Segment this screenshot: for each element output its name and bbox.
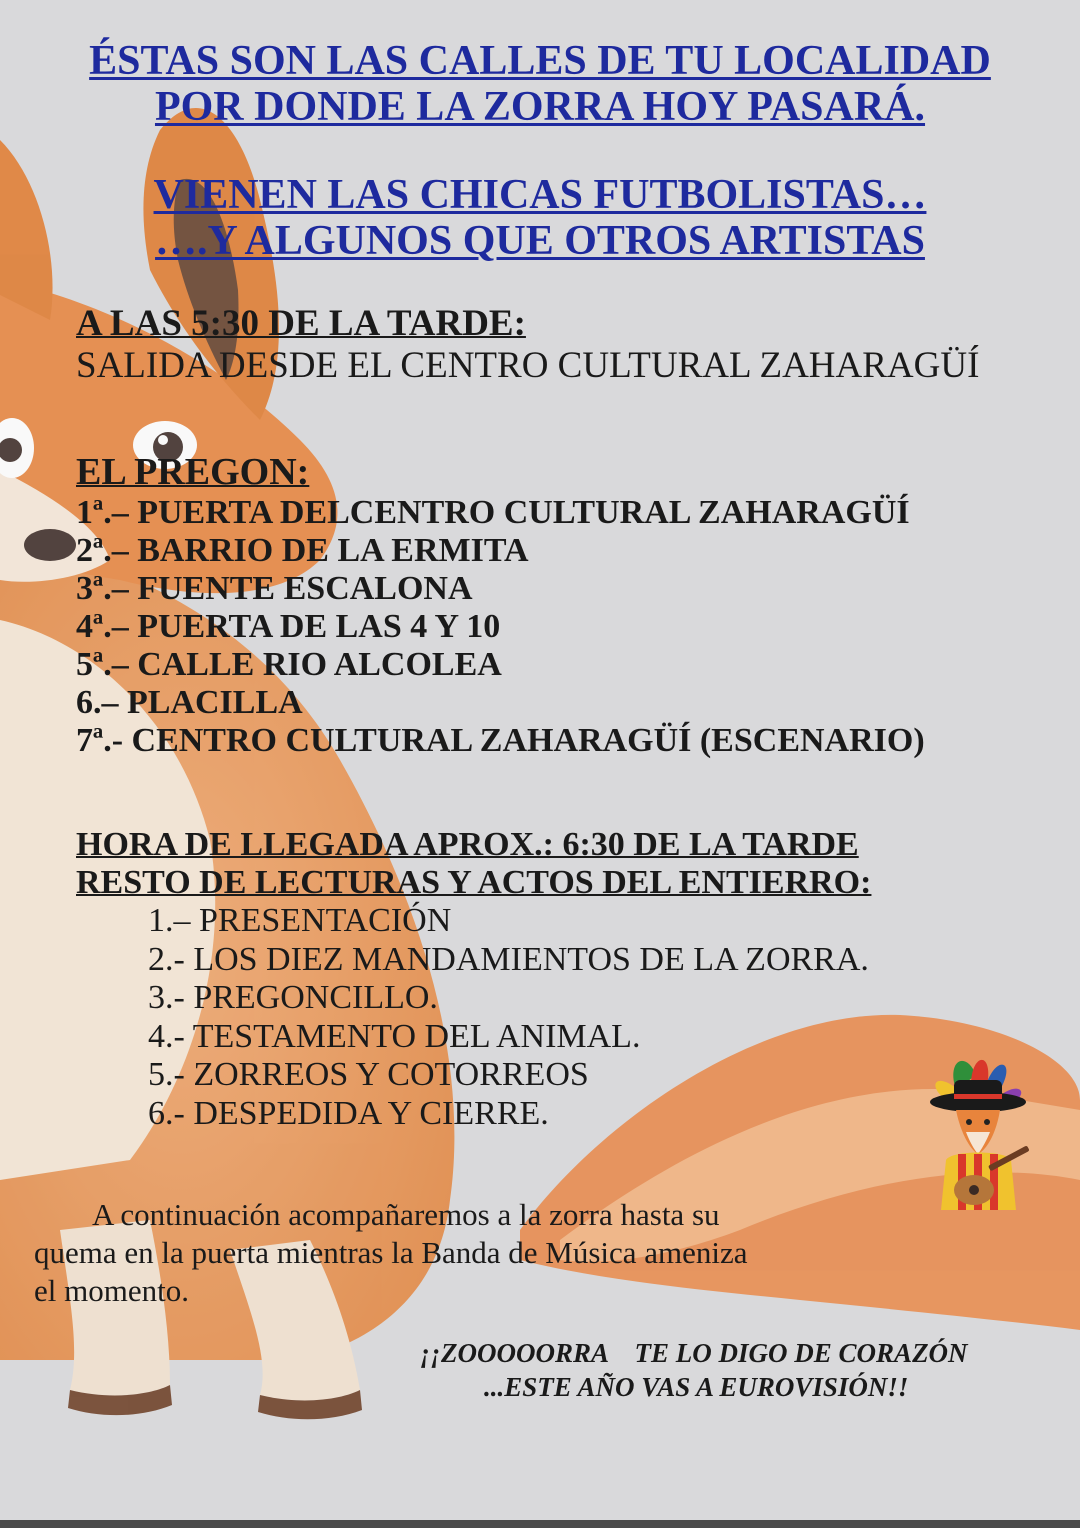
header-block-artists xyxy=(40,172,1040,264)
pregon-stop-3: 3ª.– FUENTE ESCALONA xyxy=(76,570,473,607)
acts-list xyxy=(148,902,869,1133)
act-item-5: 5.- ZORREOS Y COTORREOS xyxy=(148,1056,589,1093)
header-line-3: VIENEN LAS CHICAS FUTBOLISTAS… xyxy=(153,172,927,218)
fox-mascot-guitar-icon xyxy=(916,1050,1046,1220)
header-line-2: POR DONDE LA ZORRA HOY PASARÁ. xyxy=(154,84,926,130)
header-line-4: ….Y ALGUNOS QUE OTROS ARTISTAS xyxy=(155,218,925,264)
slogan-line-1: ¡¡ZOOOOORRA TE LO DIGO DE CORAZÓN xyxy=(420,1338,968,1368)
act-item-1: 1.– PRESENTACIÓN xyxy=(148,902,452,939)
closing-line-3: el momento. xyxy=(34,1273,189,1308)
arrival-time-line: HORA DE LLEGADA APROX.: 6:30 DE LA TARDE xyxy=(76,826,859,863)
closing-paragraph xyxy=(34,1196,748,1310)
act-item-6: 6.- DESPEDIDA Y CIERRE. xyxy=(148,1094,549,1132)
header-line-1: ÉSTAS SON LAS CALLES DE TU LOCALIDAD xyxy=(89,38,991,84)
bottom-border xyxy=(0,1520,1080,1528)
closing-line-1: A continuación acompañaremos a la zorra hasta su xyxy=(92,1197,720,1232)
act-item-3: 3.- PREGONCILLO. xyxy=(148,979,438,1016)
pregon-heading: EL PREGON: xyxy=(76,451,310,493)
departure-text: SALIDA DESDE EL CENTRO CULTURAL ZAHARAGÜÍ xyxy=(76,345,980,386)
departure-heading: A LAS 5:30 DE LA TARDE: xyxy=(76,303,526,344)
pregon-stop-6: 6.– PLACILLA xyxy=(76,684,303,721)
pregon-stop-4: 4ª.– PUERTA DE LAS 4 Y 10 xyxy=(76,608,501,645)
acts-heading: RESTO DE LECTURAS Y ACTOS DEL ENTIERRO: xyxy=(76,864,872,901)
pregon-stop-1: 1ª.– PUERTA DELCENTRO CULTURAL ZAHARAGÜÍ xyxy=(76,494,910,531)
header-block-route xyxy=(40,38,1040,130)
closing-line-2: quema en la puerta mientras la Banda de Música ameniza xyxy=(34,1235,748,1270)
arrival-block xyxy=(76,826,871,902)
pregon-stop-7: 7ª.- CENTRO CULTURAL ZAHARAGÜÍ (ESCENARIO) xyxy=(76,722,925,759)
act-item-4: 4.- TESTAMENTO DEL ANIMAL. xyxy=(148,1017,641,1055)
slogan xyxy=(420,1336,1040,1404)
pregon-stops-list xyxy=(76,494,925,760)
act-item-2: 2.- LOS DIEZ MANDAMIENTOS DE LA ZORRA. xyxy=(148,940,869,978)
pregon-stop-5: 5ª.– CALLE RIO ALCOLEA xyxy=(76,646,502,683)
pregon-stop-2: 2ª.– BARRIO DE LA ERMITA xyxy=(76,532,529,569)
slogan-line-2: ...ESTE AÑO VAS A EUROVISIÓN!! xyxy=(484,1372,909,1402)
